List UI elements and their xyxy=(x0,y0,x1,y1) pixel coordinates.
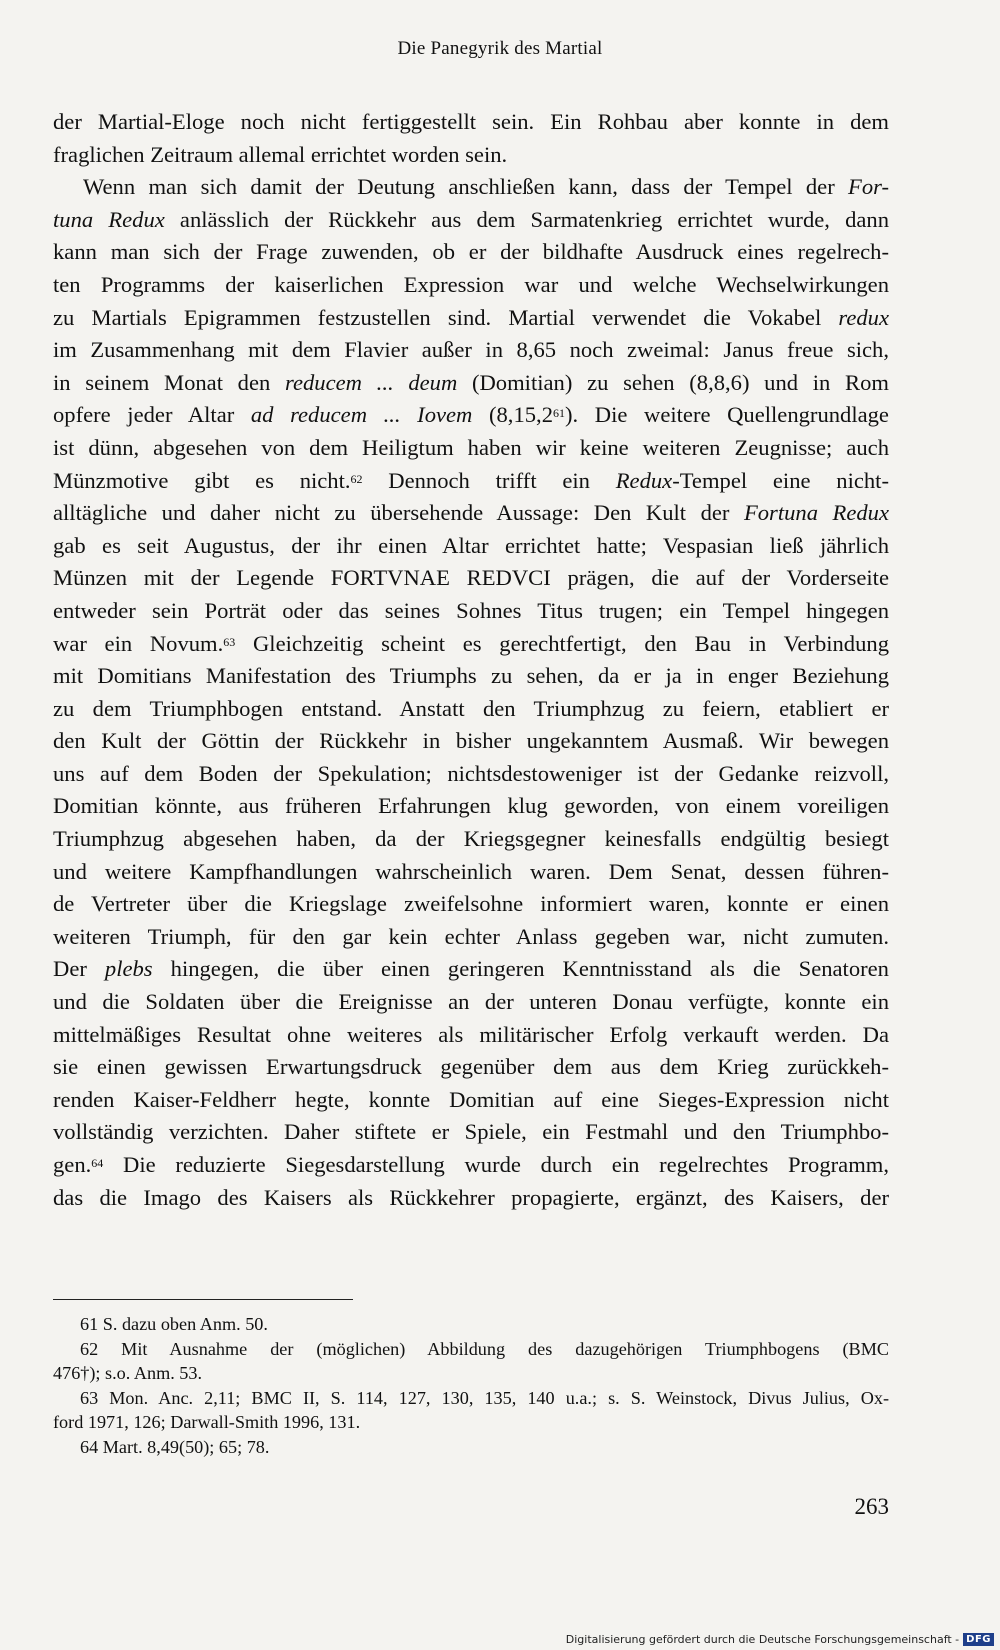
body-line: in seinem Monat den reducem ... deum (Domitian) zu sehen (8,8,6) und in Rom xyxy=(53,369,890,395)
footnote-line: 476†); s.o. Anm. 53. xyxy=(53,1363,203,1383)
body-line: Triumphzug abgesehen haben, da der Kriegsgegner keinesfalls endgültig besiegt xyxy=(53,826,889,852)
body-line: weiteren Triumph, für den gar kein echter Anlass gegeben war, nicht zumuten. xyxy=(53,923,889,949)
body-line: kann man sich der Frage zuwenden, ob er der bildhafte Ausdruck eines regelrech- xyxy=(53,239,889,265)
dfg-logo: DFG xyxy=(963,1633,994,1646)
body-line: Münzen mit der Legende FORTVNAE REDVCI prägen, die auf der Vorderseite xyxy=(53,565,889,591)
footnote-line: 63 Mon. Anc. 2,11; BMC II, S. 114, 127, 130, 135, 140 u.a.; s. S. Weinstock, Divus Julius, Ox- xyxy=(80,1387,889,1408)
body-line: de Vertreter über die Kriegslage zweifelsohne informiert waren, konnte er einen xyxy=(53,891,889,917)
body-line: mittelmäßiges Resultat ohne weiteres als militärischer Erfolg verkauft werden. Da xyxy=(53,1021,889,1047)
digitization-note: Digitalisierung gefördert durch die Deutsche Forschungsgemeinschaft - xyxy=(565,1633,960,1646)
body-line: Domitian könnte, aus früheren Erfahrungen klug geworden, von einem voreiligen xyxy=(53,793,889,819)
body-line: zu Martials Epigrammen festzustellen sind. Martial verwendet die Vokabel redux xyxy=(53,304,889,330)
body-line: vollständig verzichten. Daher stiftete er Spiele, ein Festmahl und den Triumphbo- xyxy=(53,1119,889,1145)
body-line: gab es seit Augustus, der ihr einen Altar errichtet hatte; Vespasian ließ jährlich xyxy=(53,532,889,558)
body-line: sie einen gewissen Erwartungsdruck gegenüber dem aus dem Krieg zurückkeh- xyxy=(53,1054,889,1080)
footnote-rule xyxy=(53,1299,353,1300)
digitization-footer xyxy=(566,1633,994,1646)
body-line: im Zusammenhang mit dem Flavier außer in 8,65 noch zweimal: Janus freue sich, xyxy=(53,337,889,363)
body-line: uns auf dem Boden der Spekulation; nichtsdestoweniger ist der Gedanke reizvoll, xyxy=(53,760,889,786)
body-line: das die Imago des Kaisers als Rückkehrer propagierte, ergänzt, des Kaisers, der xyxy=(53,1184,889,1210)
footnote-line: ford 1971, 126; Darwall-Smith 1996, 131. xyxy=(53,1412,361,1432)
running-head: Die Panegyrik des Martial xyxy=(397,38,603,59)
body-line: Der plebs hingegen, die über einen geringeren Kenntnisstand als die Senatoren xyxy=(53,956,889,982)
body-line: der Martial-Eloge noch nicht fertiggestellt sein. Ein Rohbau aber konnte in dem xyxy=(53,109,889,134)
body-text xyxy=(53,106,889,1214)
body-line: alltägliche und daher nicht zu übersehende Aussage: Den Kult der Fortuna Redux xyxy=(53,500,889,526)
footnotes xyxy=(53,1312,889,1459)
footnote-line: 62 Mit Ausnahme der (möglichen) Abbildung des dazugehörigen Triumphbogens (BMC xyxy=(80,1338,889,1359)
body-line: opfere jeder Altar ad reducem ... Iovem (8,15,2$^{61}$). Die weitere Quellengrundlage xyxy=(53,402,889,428)
body-line: Wenn man sich damit der Deutung anschließen kann, dass der Tempel der For- xyxy=(83,174,889,200)
body-line: gen.$^{64}$ Die reduzierte Siegesdarstellung wurde durch ein regelrechtes Programm, xyxy=(53,1152,889,1177)
body-line: und weitere Kampfhandlungen wahrscheinlich waren. Dem Senat, dessen führen- xyxy=(53,858,889,884)
body-line: den Kult der Göttin der Rückkehr in bisher ungekanntem Ausmaß. Wir bewegen xyxy=(53,728,889,754)
body-line: renden Kaiser-Feldherr hegte, konnte Domitian auf eine Sieges-Expression nicht xyxy=(53,1086,889,1112)
page-number: 263 xyxy=(854,1494,889,1519)
body-line: und die Soldaten über die Ereignisse an der unteren Donau verfügte, konnte ein xyxy=(53,989,889,1015)
body-line: fraglichen Zeitraum allemal errichtet worden sein. xyxy=(53,141,508,167)
body-line: zu dem Triumphbogen entstand. Anstatt den Triumphzug zu feiern, etabliert er xyxy=(53,695,889,721)
body-line: ten Programms der kaiserlichen Expression war und welche Wechselwirkungen xyxy=(53,271,889,297)
body-line: mit Domitians Manifestation des Triumphs zu sehen, da er ja in enger Beziehung xyxy=(53,663,889,689)
body-line: Münzmotive gibt es nicht.$^{62}$ Dennoch trifft ein Redux-Tempel eine nicht- xyxy=(53,467,889,493)
footnote-line: 64 Mart. 8,49(50); 65; 78. xyxy=(80,1436,270,1457)
body-line: tuna Redux anlässlich der Rückkehr aus dem Sarmatenkrieg errichtet wurde, dann xyxy=(53,206,889,232)
body-line: ist dünn, abgesehen von dem Heiligtum haben wir keine weiteren Zeugnisse; auch xyxy=(53,434,889,460)
body-line: war ein Novum.$^{63}$ Gleichzeitig scheint es gerechtfertigt, den Bau in Verbindung xyxy=(53,630,889,656)
footnote-line: 61 S. dazu oben Anm. 50. xyxy=(80,1314,268,1334)
body-line: entweder sein Porträt oder das seines Sohnes Titus trugen; ein Tempel hingegen xyxy=(53,597,889,623)
